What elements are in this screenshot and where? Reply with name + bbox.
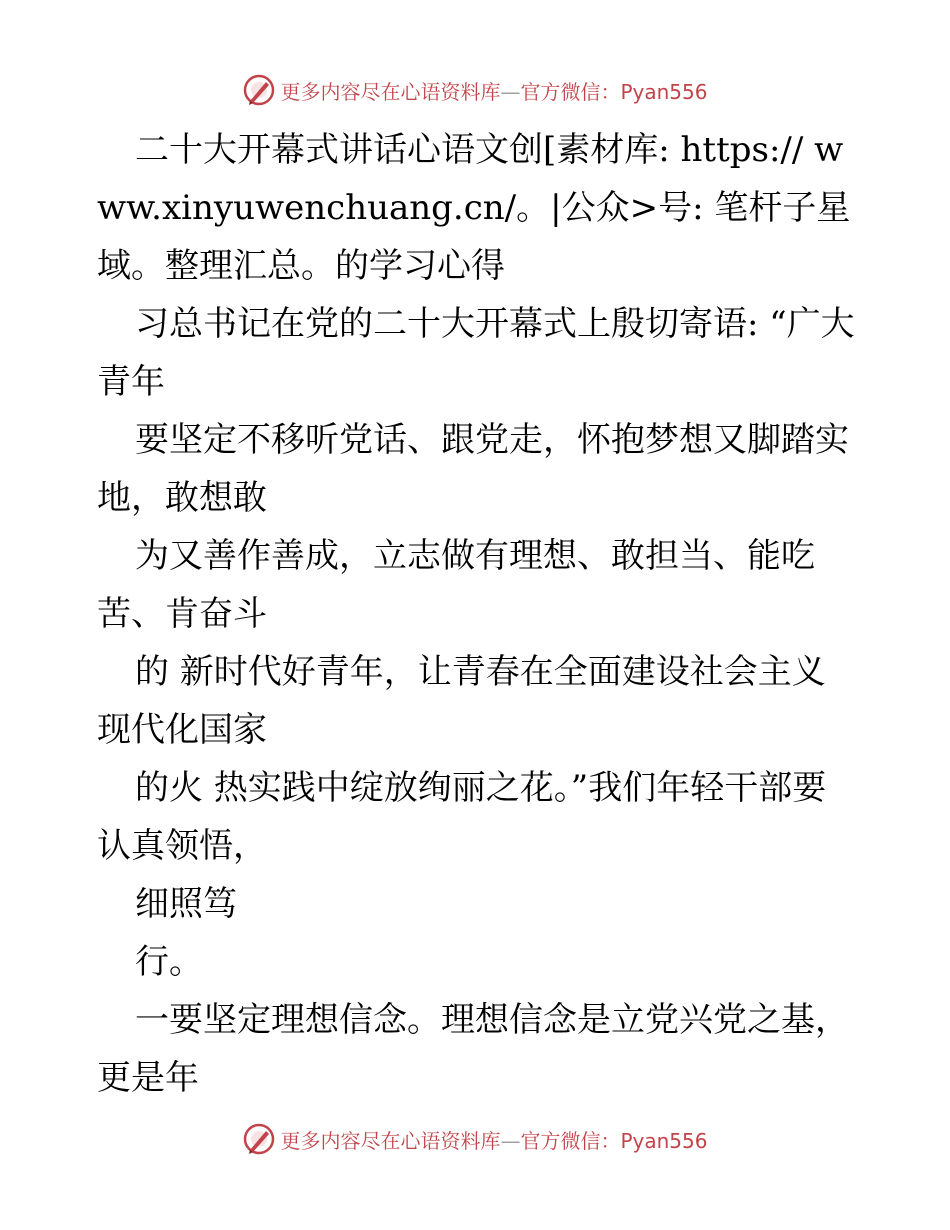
paragraph: 细照笃 [135,884,237,924]
watermark-main: 更多内容尽在心语资料库 [280,79,501,104]
paragraph: 习总书记在党的二十大开幕式上殷切寄语: “广大青年 [97,304,855,402]
watermark-text [280,1125,707,1154]
watermark-separator: — [500,1128,521,1153]
document-body [97,121,857,1107]
watermark-text [280,76,707,105]
watermark-main: 更多内容尽在心语资料库 [280,1128,501,1153]
paragraph: 一要坚定理想信念。理想信念是立党兴党之基，更是年 [97,1000,849,1098]
paragraph: 行。 [135,942,203,982]
pen-logo-icon [242,73,276,107]
paragraph: 的 新时代好青年，让青春在全面建设社会主义现代化国家 [97,652,826,750]
paragraph: 的火 热实践中绽放绚丽之花。”我们年轻干部要认真领悟， [97,768,827,866]
pen-logo-icon [242,1122,276,1156]
footer-watermark [0,1119,950,1159]
watermark-tail: 官方微信：Pyan556 [520,1128,708,1153]
paragraph: 为又善作善成，立志做有理想、敢担当、能吃苦、肯奋斗 [97,536,815,634]
paragraph: 要坚定不移听党话、跟党走，怀抱梦想又脚踏实地，敢想敢 [97,420,849,518]
watermark-separator: — [500,79,521,104]
paragraph: 二十大开幕式讲话心语文创[素材库: https:// www.xinyuwenchuang.cn/。|公众>号: 笔杆子星域。整理汇总。的学习心得 [97,130,851,286]
header-watermark [0,70,950,110]
watermark-tail: 官方微信：Pyan556 [520,79,708,104]
